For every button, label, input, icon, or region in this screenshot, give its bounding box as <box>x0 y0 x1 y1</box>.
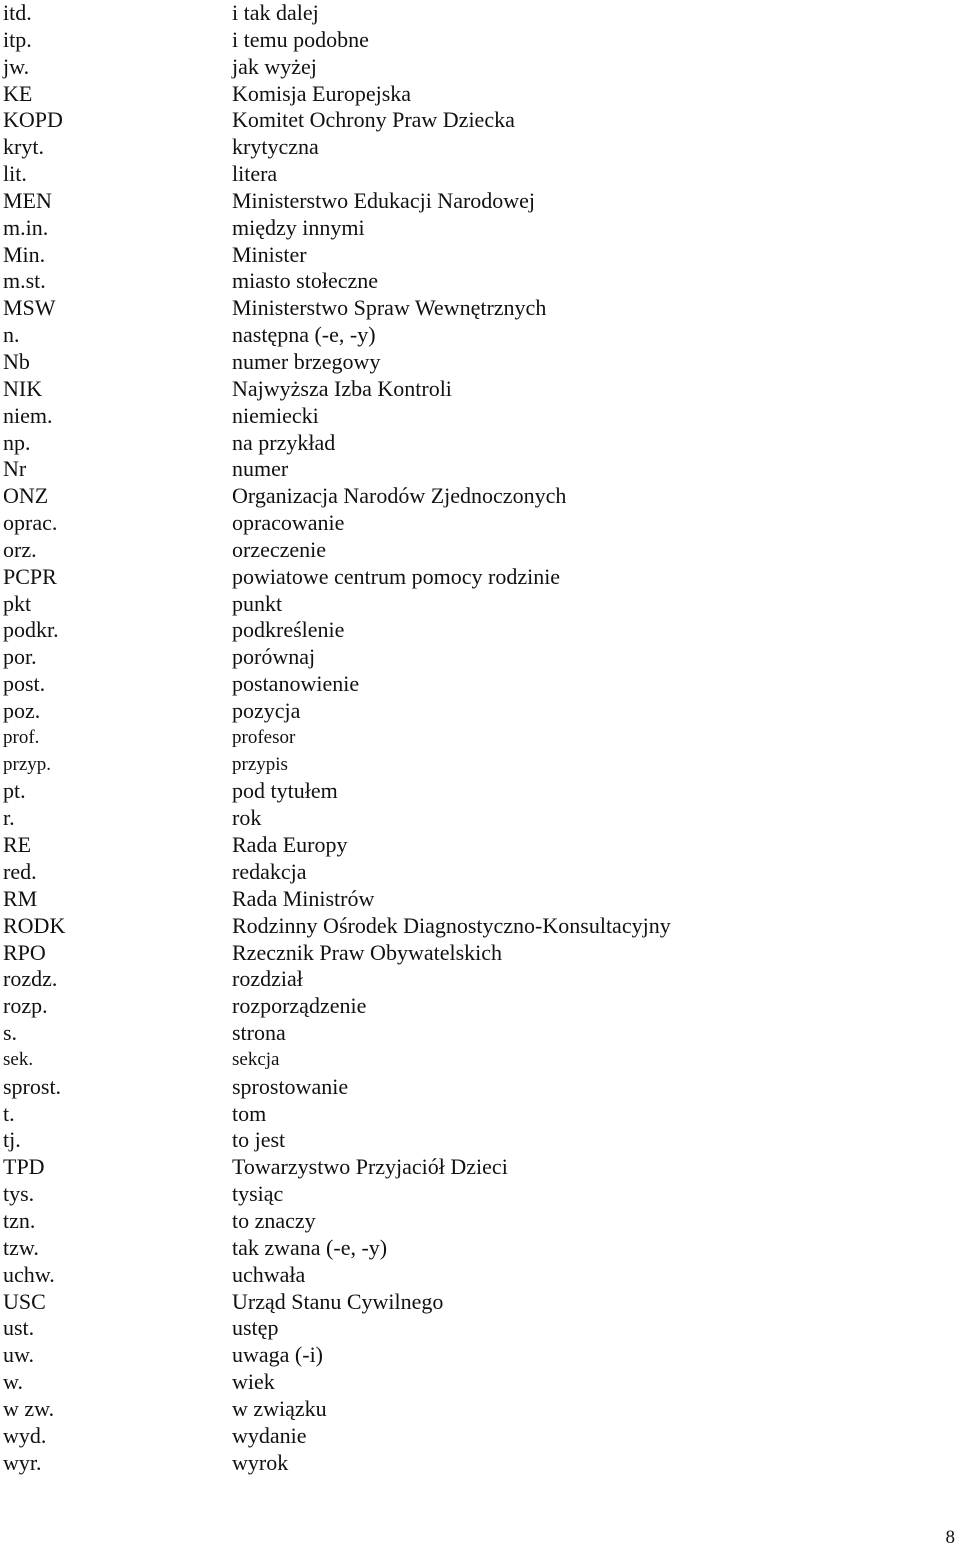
abbreviation-expansion: ustęp <box>232 1315 279 1341</box>
abbreviation-row <box>3 456 943 483</box>
abbreviation-short: podkr. <box>3 617 59 643</box>
abbreviation-expansion: tak zwana (-e, -y) <box>232 1234 388 1260</box>
abbreviation-short: t. <box>3 1100 15 1126</box>
abbreviation-short: TPD <box>3 1154 45 1180</box>
abbreviation-expansion: numer <box>232 456 289 482</box>
abbreviation-expansion: Organizacja Narodów Zjednoczonych <box>232 483 567 509</box>
abbreviation-row <box>3 859 943 886</box>
abbreviation-short: ust. <box>3 1315 35 1341</box>
abbreviation-row <box>3 510 943 537</box>
abbreviation-row <box>3 1262 943 1289</box>
abbreviation-short: s. <box>3 1020 18 1046</box>
abbreviation-expansion: Rada Europy <box>232 832 348 858</box>
abbreviation-row <box>3 564 943 591</box>
abbreviation-expansion: krytyczna <box>232 134 319 160</box>
abbreviation-row <box>3 1047 943 1074</box>
abbreviation-short: itp. <box>3 26 32 52</box>
abbreviation-expansion: pod tytułem <box>232 778 338 804</box>
abbreviation-expansion: i tak dalej <box>232 0 319 25</box>
abbreviation-short: itd. <box>3 0 32 25</box>
abbreviation-expansion: w związku <box>232 1395 327 1421</box>
abbreviation-expansion: porównaj <box>232 644 316 670</box>
abbreviation-short: n. <box>3 322 20 348</box>
abbreviation-expansion: Ministerstwo Edukacji Narodowej <box>232 187 536 213</box>
abbreviation-row <box>3 322 943 349</box>
abbreviation-row <box>3 188 943 215</box>
abbreviation-row <box>3 591 943 618</box>
abbreviation-short: r. <box>3 805 15 831</box>
abbreviation-short: KE <box>3 80 33 106</box>
abbreviation-row <box>3 376 943 403</box>
abbreviation-row <box>3 1181 943 1208</box>
abbreviation-short: Min. <box>3 241 46 267</box>
abbreviation-short: np. <box>3 429 31 455</box>
abbreviation-expansion: przypis <box>232 753 288 775</box>
abbreviation-row <box>3 1396 943 1423</box>
abbreviation-short: tj. <box>3 1127 21 1153</box>
abbreviation-row <box>3 1423 943 1450</box>
abbreviation-expansion: pozycja <box>232 697 301 723</box>
abbreviation-row <box>3 1208 943 1235</box>
abbreviation-row <box>3 54 943 81</box>
abbreviation-short: tzn. <box>3 1207 36 1233</box>
abbreviation-expansion: punkt <box>232 590 283 616</box>
abbreviation-short: RPO <box>3 939 46 965</box>
abbreviation-short: lit. <box>3 161 27 187</box>
abbreviation-expansion: podkreślenie <box>232 617 345 643</box>
abbreviation-expansion: wydanie <box>232 1422 307 1448</box>
abbreviation-list <box>3 0 943 1476</box>
abbreviation-expansion: tysiąc <box>232 1181 284 1207</box>
abbreviation-expansion: rozdział <box>232 966 303 992</box>
abbreviation-short: tzw. <box>3 1234 39 1260</box>
abbreviation-short: przyp. <box>3 753 52 775</box>
abbreviation-row <box>3 832 943 859</box>
abbreviation-row <box>3 993 943 1020</box>
abbreviation-short: wyd. <box>3 1422 47 1448</box>
page-number: 8 <box>945 1527 955 1548</box>
abbreviation-expansion: Komisja Europejska <box>232 80 412 106</box>
abbreviation-expansion: redakcja <box>232 859 307 884</box>
abbreviation-expansion: Rzecznik Praw Obywatelskich <box>232 939 503 965</box>
abbreviation-short: pkt <box>3 590 32 616</box>
abbreviation-short: niem. <box>3 402 53 428</box>
abbreviation-expansion: następna (-e, -y) <box>232 322 376 348</box>
abbreviation-expansion: rozporządzenie <box>232 993 367 1019</box>
abbreviation-short: kryt. <box>3 134 44 160</box>
abbreviation-short: post. <box>3 671 46 697</box>
abbreviation-expansion: i temu podobne <box>232 26 369 52</box>
abbreviation-row <box>3 1342 943 1369</box>
abbreviation-row <box>3 617 943 644</box>
abbreviation-row <box>3 1289 943 1316</box>
abbreviation-expansion: wyrok <box>232 1449 289 1475</box>
abbreviation-short: sek. <box>3 1048 34 1070</box>
abbreviation-short: MSW <box>3 295 56 321</box>
abbreviation-row <box>3 107 943 134</box>
abbreviation-expansion: rok <box>232 805 262 831</box>
abbreviation-row <box>3 403 943 430</box>
abbreviation-row <box>3 886 943 913</box>
abbreviation-expansion: wiek <box>232 1369 275 1395</box>
abbreviation-expansion: opracowanie <box>232 510 345 536</box>
abbreviation-row <box>3 1315 943 1342</box>
abbreviation-short: m.in. <box>3 214 49 240</box>
abbreviation-row <box>3 0 943 27</box>
abbreviation-row <box>3 430 943 457</box>
abbreviation-row <box>3 752 943 779</box>
abbreviation-expansion: Urząd Stanu Cywilnego <box>232 1288 444 1314</box>
abbreviation-short: RE <box>3 832 32 858</box>
abbreviation-expansion: miasto stołeczne <box>232 268 379 294</box>
abbreviation-expansion: Ministerstwo Spraw Wewnętrznych <box>232 295 547 321</box>
abbreviation-expansion: na przykład <box>232 429 336 455</box>
abbreviation-row <box>3 295 943 322</box>
abbreviation-short: RODK <box>3 912 66 938</box>
abbreviation-row <box>3 671 943 698</box>
abbreviation-expansion: strona <box>232 1020 286 1046</box>
abbreviation-short: USC <box>3 1288 46 1314</box>
abbreviation-expansion: to znaczy <box>232 1207 316 1233</box>
abbreviation-short: NIK <box>3 375 43 401</box>
abbreviation-short: por. <box>3 644 37 670</box>
abbreviation-expansion: to jest <box>232 1127 286 1153</box>
abbreviation-short: wyr. <box>3 1449 42 1475</box>
abbreviation-short: KOPD <box>3 107 63 133</box>
abbreviation-short: jw. <box>3 53 30 79</box>
abbreviation-row <box>3 81 943 108</box>
abbreviation-expansion: Towarzystwo Przyjaciół Dzieci <box>232 1154 508 1180</box>
abbreviation-short: PCPR <box>3 563 57 589</box>
abbreviation-row <box>3 778 943 805</box>
abbreviation-row <box>3 805 943 832</box>
abbreviation-row <box>3 1020 943 1047</box>
abbreviation-expansion: uwaga (-i) <box>232 1342 324 1368</box>
abbreviation-expansion: sekcja <box>232 1048 280 1070</box>
abbreviation-expansion: Najwyższa Izba Kontroli <box>232 375 452 401</box>
abbreviation-short: rozp. <box>3 993 48 1019</box>
abbreviation-short: m.st. <box>3 268 46 294</box>
abbreviation-short: oprac. <box>3 510 58 536</box>
abbreviation-row <box>3 268 943 295</box>
abbreviation-short: RM <box>3 885 38 911</box>
abbreviation-row <box>3 940 943 967</box>
abbreviation-short: w. <box>3 1369 23 1395</box>
abbreviation-row <box>3 483 943 510</box>
abbreviation-short: pt. <box>3 778 26 804</box>
abbreviation-row <box>3 644 943 671</box>
abbreviation-row <box>3 698 943 725</box>
abbreviation-expansion: tom <box>232 1100 267 1126</box>
abbreviation-row <box>3 1369 943 1396</box>
abbreviation-expansion: orzeczenie <box>232 536 327 562</box>
abbreviation-row <box>3 1074 943 1101</box>
abbreviation-short: w zw. <box>3 1395 55 1421</box>
abbreviation-expansion: między innymi <box>232 214 365 240</box>
abbreviation-row <box>3 966 943 993</box>
abbreviation-short: MEN <box>3 187 52 213</box>
abbreviation-row <box>3 725 943 752</box>
abbreviation-short: uchw. <box>3 1261 55 1287</box>
abbreviation-row <box>3 1154 943 1181</box>
abbreviation-row <box>3 242 943 269</box>
abbreviation-short: poz. <box>3 697 41 723</box>
abbreviation-short: rozdz. <box>3 966 58 992</box>
abbreviation-expansion: niemiecki <box>232 402 319 428</box>
abbreviation-short: Nr <box>3 456 27 482</box>
abbreviation-short: uw. <box>3 1342 34 1368</box>
abbreviation-row <box>3 349 943 376</box>
abbreviation-row <box>3 1235 943 1262</box>
abbreviation-expansion: profesor <box>232 726 296 748</box>
abbreviation-expansion: uchwała <box>232 1261 306 1287</box>
abbreviation-row <box>3 1450 943 1477</box>
abbreviation-expansion: postanowienie <box>232 671 360 697</box>
abbreviation-short: prof. <box>3 726 40 748</box>
abbreviation-expansion: powiatowe centrum pomocy rodzinie <box>232 563 561 589</box>
abbreviation-short: red. <box>3 859 37 884</box>
abbreviation-expansion: Minister <box>232 241 307 267</box>
abbreviation-row <box>3 27 943 54</box>
abbreviation-expansion: Komitet Ochrony Praw Dziecka <box>232 107 515 133</box>
abbreviation-row <box>3 215 943 242</box>
abbreviation-expansion: numer brzegowy <box>232 348 381 374</box>
abbreviation-row <box>3 161 943 188</box>
abbreviation-row <box>3 913 943 940</box>
abbreviation-expansion: Rodzinny Ośrodek Diagnostyczno-Konsultacyjny <box>232 912 671 938</box>
abbreviation-short: Nb <box>3 348 30 374</box>
abbreviation-row <box>3 1101 943 1128</box>
abbreviation-row <box>3 134 943 161</box>
abbreviation-expansion: litera <box>232 161 278 187</box>
abbreviation-short: sprost. <box>3 1073 62 1099</box>
abbreviation-short: tys. <box>3 1181 35 1207</box>
abbreviation-expansion: sprostowanie <box>232 1073 349 1099</box>
abbreviation-short: orz. <box>3 536 37 562</box>
abbreviation-expansion: Rada Ministrów <box>232 885 375 911</box>
abbreviation-row <box>3 1127 943 1154</box>
abbreviation-row <box>3 537 943 564</box>
abbreviation-expansion: jak wyżej <box>232 53 317 79</box>
abbreviation-short: ONZ <box>3 483 49 509</box>
